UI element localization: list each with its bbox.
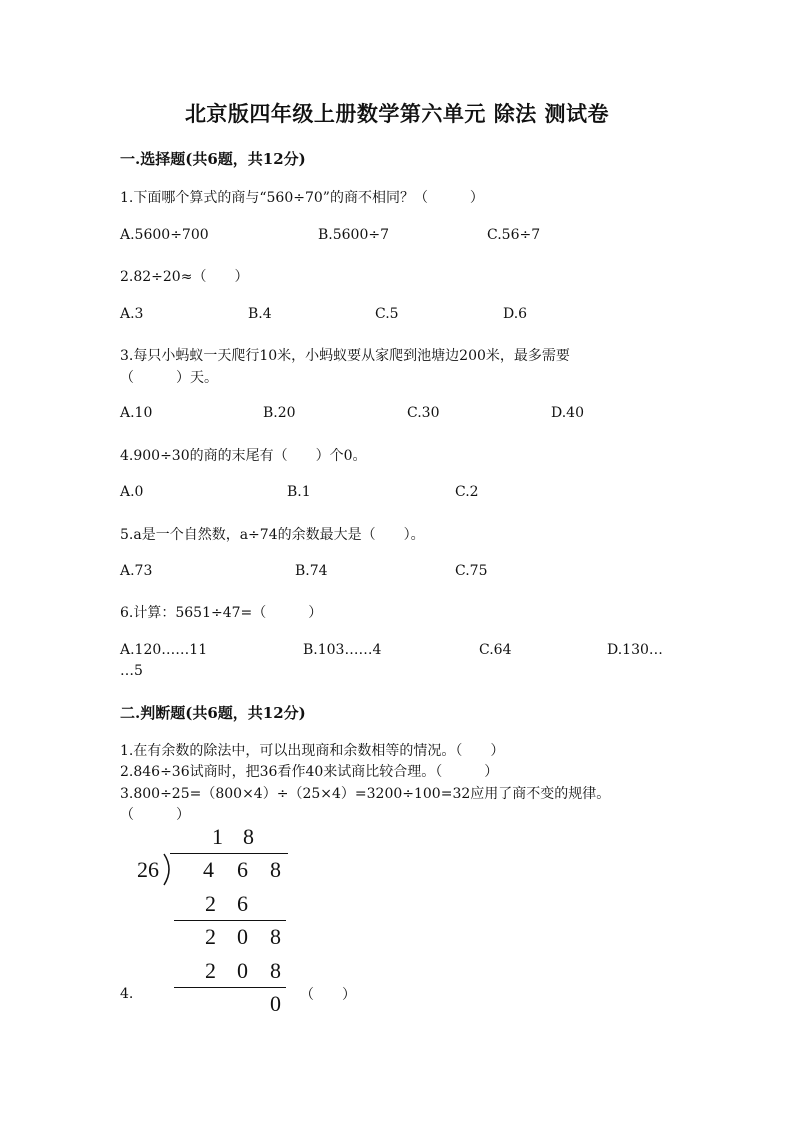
q1-option-b: B.5600÷7 [318, 227, 390, 243]
dividend-digit: 4 [203, 857, 214, 882]
q6-option-d-wrap: …5 [120, 663, 143, 679]
question-3-cont: （ ）天。 [120, 370, 218, 386]
q3-option-a: A.10 [120, 405, 153, 421]
final-remainder: 0 [270, 991, 281, 1016]
subtraction-line [174, 920, 286, 921]
judgment-3: 3.800÷25=（800×4）÷（25×4）=3200÷100=32应用了商不变的规律。 [120, 786, 611, 802]
step2-digit: 0 [237, 958, 248, 983]
q4-option-c: C.2 [455, 484, 479, 500]
q5-option-a: A.73 [120, 563, 153, 579]
q5-option-c: C.75 [455, 563, 488, 579]
question-6: 6.计算：5651÷47=（ ） [120, 605, 323, 621]
division-bracket [160, 853, 176, 887]
step2-digit: 8 [270, 958, 281, 983]
question-1: 1.下面哪个算式的商与“560÷70”的商不相同？（ ） [120, 190, 484, 206]
q3-option-b: B.20 [263, 405, 296, 421]
q1-option-a: A.5600÷700 [120, 227, 209, 243]
judgment-2: 2.846÷36试商时，把36看作40来试商比较合理。（ ） [120, 764, 499, 780]
judgment-1: 1.在有余数的除法中，可以出现商和余数相等的情况。（ ） [120, 743, 505, 759]
q5-option-b: B.74 [295, 563, 328, 579]
judgment-3-blank: （ ） [120, 807, 190, 823]
dividend-digit: 6 [237, 857, 248, 882]
q1-option-c: C.56÷7 [487, 227, 541, 243]
question-3: 3.每只小蚂蚁一天爬行10米，小蚂蚁要从家爬到池塘边200米，最多需要 [120, 348, 570, 364]
q6-option-b: B.103……4 [303, 642, 382, 658]
q6-option-d: D.130… [607, 642, 663, 658]
q2-option-d: D.6 [503, 306, 528, 322]
section-heading-judgment: 二.判断题(共6题，共12分) [120, 704, 306, 722]
step1-digit: 6 [237, 891, 248, 916]
remainder-digit: 0 [237, 924, 248, 949]
judgment-4-blank: （ ） [300, 987, 356, 1003]
q4-option-b: B.1 [287, 484, 311, 500]
divisor: 26 [137, 857, 159, 882]
q4-option-a: A.0 [120, 484, 144, 500]
step2-digit: 2 [205, 958, 216, 983]
q2-option-b: B.4 [248, 306, 272, 322]
remainder-digit: 8 [270, 924, 281, 949]
q6-option-c: C.64 [479, 642, 512, 658]
question-5: 5.a是一个自然数，a÷74的余数最大是（ ）。 [120, 527, 425, 543]
section-heading-choice: 一.选择题(共6题，共12分) [120, 150, 306, 168]
quotient-digit: 1 [212, 824, 223, 849]
page-title: 北京版四年级上册数学第六单元 除法 测试卷 [184, 101, 610, 126]
subtraction-line [174, 987, 286, 988]
q3-option-d: D.40 [551, 405, 584, 421]
q2-option-a: A.3 [120, 306, 144, 322]
remainder-digit: 2 [205, 924, 216, 949]
quotient-digit: 8 [243, 824, 254, 849]
q6-option-a: A.120……11 [120, 642, 208, 658]
q3-option-c: C.30 [407, 405, 440, 421]
dividend-digit: 8 [270, 857, 281, 882]
question-4: 4.900÷30的商的末尾有（ ）个0。 [120, 448, 367, 464]
division-bar [170, 853, 288, 854]
judgment-4-number: 4. [120, 986, 134, 1002]
question-2: 2.82÷20≈（ ） [120, 269, 249, 285]
q2-option-c: C.5 [375, 306, 399, 322]
step1-digit: 2 [205, 891, 216, 916]
